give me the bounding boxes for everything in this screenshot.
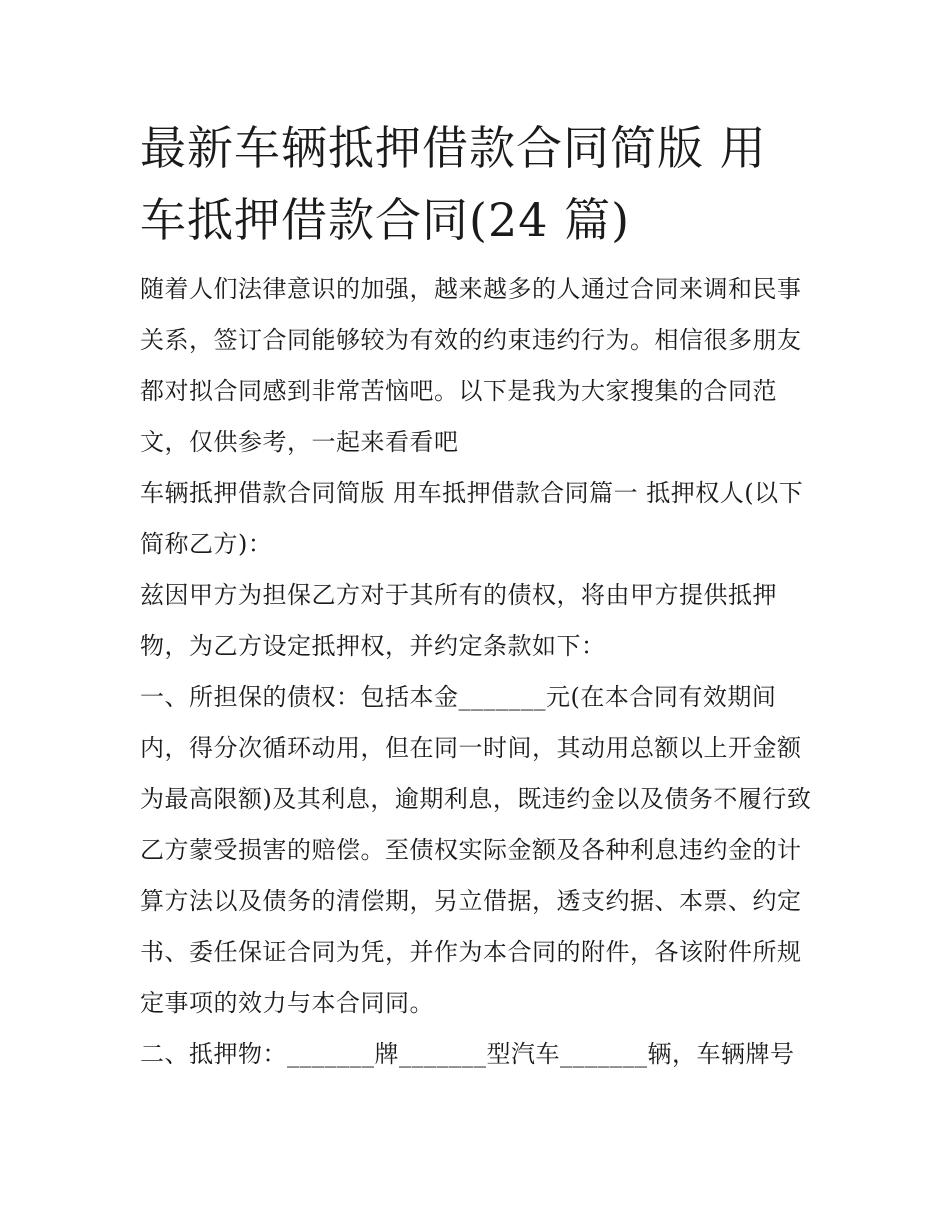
paragraph-clause-2: 二、抵押物：_______牌_______型汽车_______辆，车辆牌号 [140, 1040, 795, 1068]
paragraph-clause-1: 一、所担保的债权：包括本金_______元(在本合同有效期间内，得分次循环动用，但在同一时间，其动用总额以上开金额为最高限额)及其利息，逾期利息，既违约金以及债务不履行致乙方蒙受损害的赔偿。至债权实际金额及各种利息违约金的计算方法以及债务的清偿期，另立借据，透支约据、本票、约定书、委任保证合同为凭，并作为本合同的附件，各该附件所规定事项的效力与本合同同。 [140, 683, 812, 1017]
document-title: 最新车辆抵押借款合同简版 用车抵押借款合同(24 篇) [140, 121, 767, 247]
paragraph-intro: 随着人们法律意识的加强，越来越多的人通过合同来调和民事关系，签订合同能够较为有效的约束违约行为。相信很多朋友都对拟合同感到非常苦恼吧。以下是我为大家搜集的合同范文，仅供参考，一起来看看吧 [140, 275, 802, 456]
paragraph-section-heading: 车辆抵押借款合同简版 用车抵押借款合同篇一 抵押权人(以下简称乙方)： [140, 479, 804, 558]
document-body [140, 112, 812, 1080]
paragraph-preamble: 兹因甲方为担保乙方对于其所有的债权，将由甲方提供抵押物，为乙方设定抵押权，并约定条款如下： [140, 581, 777, 660]
